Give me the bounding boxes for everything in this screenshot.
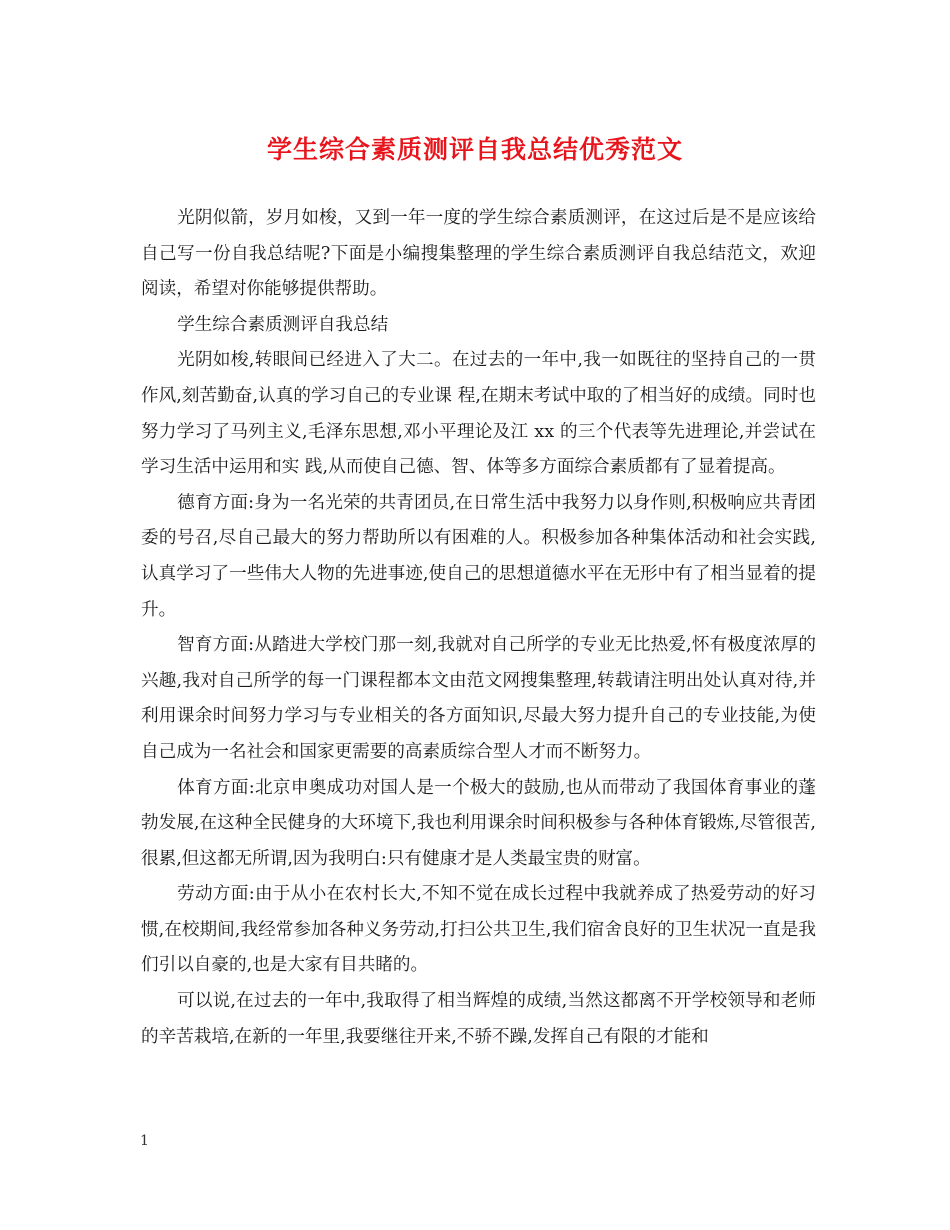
- moral-paragraph: 德育方面:身为一名光荣的共青团员,在日常生活中我努力以身作则,积极响应共青团委的号召,尽自己最大的努力帮助所以有困难的人。积极参加各种集体活动和社会实践,认真学习了一些伟大人物的先进事迹,使自己的思想道德水平在无形中有了相当显着的提升。: [141, 492, 816, 620]
- labor-paragraph: 劳动方面:由于从小在农村长大,不知不觉在成长过程中我就养成了热爱劳动的好习惯,在校期间,我经常参加各种义务劳动,打扫公共卫生,我们宿舍良好的卫生状况一直是我们引以自豪的,也是大家有目共睹的。: [141, 884, 816, 976]
- document-body: [141, 201, 816, 1055]
- intellectual-paragraph: 智育方面:从踏进大学校门那一刻,我就对自己所学的专业无比热爱,怀有极度浓厚的兴趣,我对自己所学的每一门课程都本文由范文网搜集整理,转载请注明出处认真对待,并利用课余时间努力学习与专业相关的各方面知识,尽最大努力提升自己的专业技能,为使自己成为一名社会和国家更需要的高素质综合型人才而不断努力。: [141, 635, 816, 762]
- page-number: 1: [140, 1133, 149, 1149]
- document-title: 学生综合素质测评自我总结优秀范文: [266, 135, 683, 164]
- sports-paragraph: 体育方面:北京申奥成功对国人是一个极大的鼓励,也从而带动了我国体育事业的蓬勃发展,在这种全民健身的大环境下,我也利用课余时间积极参与各种体育锻炼,尽管很苦,很累,但这都无所谓,因为我明白:只有健康才是人类最宝贵的财富。: [141, 777, 816, 869]
- body-paragraph: 光阴如梭,转眼间已经进入了大二。在过去的一年中,我一如既往的坚持自己的一贯作风,刻苦勤奋,认真的学习自己的专业课 程,在期末考试中取的了相当好的成绩。同时也努力学习了马列主义,毛泽东思想,邓小平理论及江 xx 的三个代表等先进理论,并尝试在学习生活中运用和实 践,从而使自己德、智、体等多方面综合素质都有了显着提高。: [141, 350, 816, 478]
- conclusion-paragraph: 可以说,在过去的一年中,我取得了相当辉煌的成绩,当然这都离不开学校领导和老师的辛苦栽培,在新的一年里,我要继往开来,不骄不躁,发挥自己有限的才能和: [141, 991, 816, 1047]
- section-heading: 学生综合素质测评自我总结: [177, 314, 389, 335]
- intro-paragraph: 光阴似箭，岁月如梭，又到一年一度的学生综合素质测评，在这过后是不是应该给自己写一份自我总结呢?下面是小编搜集整理的学生综合素质测评自我总结范文，欢迎阅读，希望对你能够提供帮助。: [141, 208, 816, 300]
